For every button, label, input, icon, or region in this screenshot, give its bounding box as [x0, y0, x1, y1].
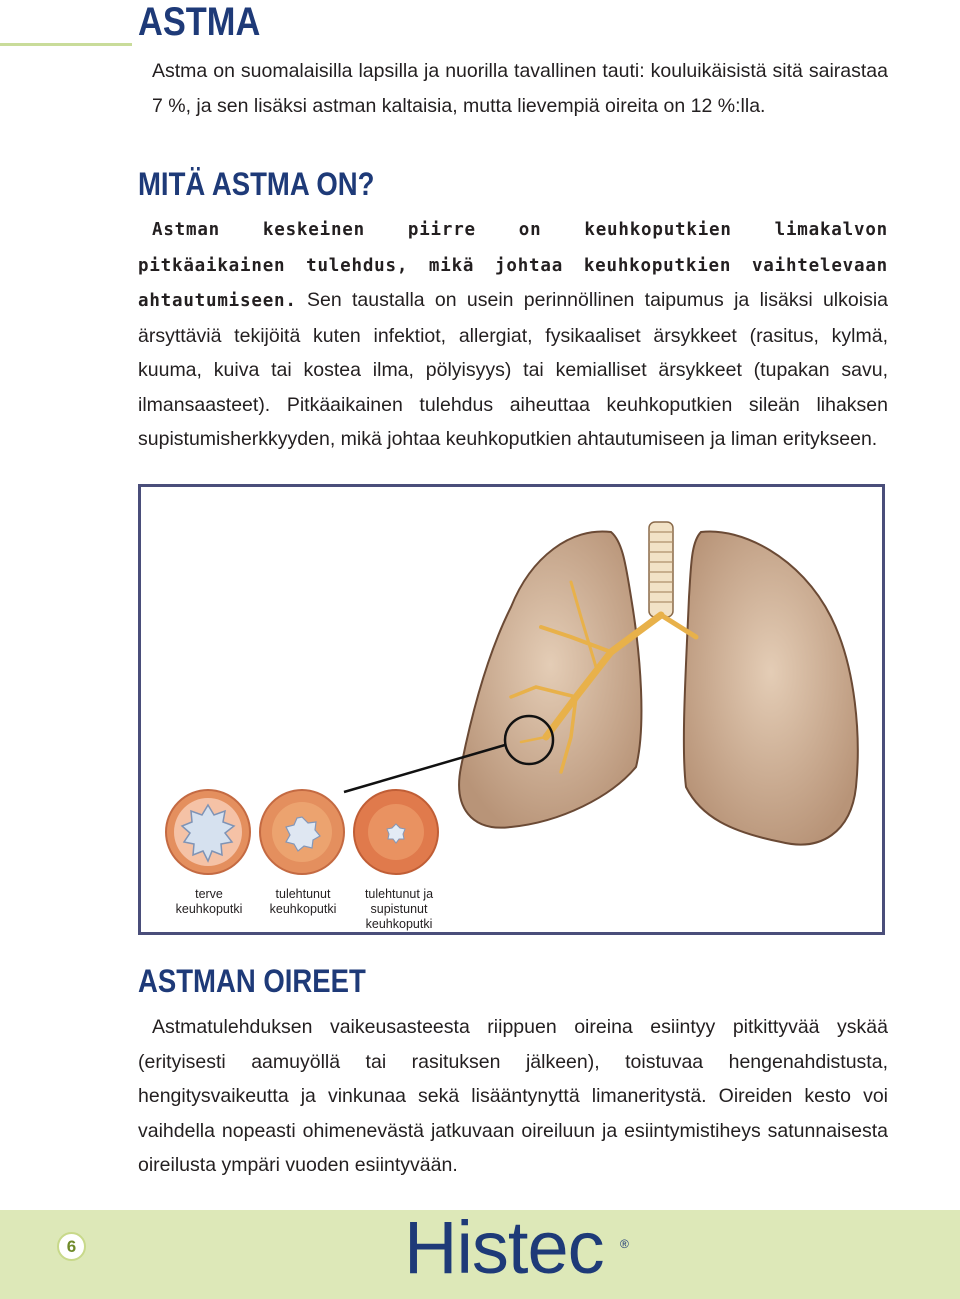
intro-paragraph: Astma on suomalaisilla lapsilla ja nuorilla tavallinen tauti: kouluikäisistä sitä sairastaa 7 %, ja sen lisäksi astman kaltaisia, mutta lievempiä oireita on 12 %:lla. [152, 60, 888, 117]
cross-section-constricted [354, 790, 438, 874]
page-title: ASTMA [138, 0, 261, 44]
label-healthy-bronchus: terve keuhkoputki [175, 887, 243, 916]
section-heading-symptoms: ASTMAN OIREET [138, 963, 366, 999]
section1-bold-lead: Astman keskeinen piirre on keuhkoputkien limakalvon pitkäaikainen tulehdus, mikä johtaa keuhkoputkien vaihtelevaan ahtautumiseen. [138, 220, 888, 311]
page-number: 6 [57, 1232, 86, 1261]
section1-paragraph [138, 212, 888, 457]
histec-logo: Histec [404, 1206, 604, 1289]
trachea [649, 522, 673, 617]
cross-section-healthy [166, 790, 250, 874]
section1-body: Sen taustalla on usein perinnöllinen taipumus ja lisäksi ulkoisia ärsyttäviä tekijöitä kuten infektiot, allergiat, fysikaaliset ärsykkeet (rasitus, kylmä, kuuma, kuiva tai kostea ilma, pölyisyys) tai kemialliset ärsykkeet (tupakan savu, ilmansaasteet). Pitkäaikainen tulehdus aiheuttaa keuhkoputkien sileän lihaksen supistumisherkkyyden, mikä johtaa keuhkoputkien ahtautumiseen ja liman eritykseen. [138, 289, 888, 450]
lung-illustration [138, 484, 885, 935]
label-inflamed-bronchus: tulehtunut keuhkoputki [269, 887, 337, 916]
cross-section-inflamed [260, 790, 344, 874]
left-lung [459, 531, 641, 827]
label-constricted-bronchus: tulehtunut ja supistunut keuhkoputki [364, 887, 434, 931]
section-heading-what-is-asthma: MITÄ ASTMA ON? [138, 166, 375, 202]
symptoms-paragraph: Astmatulehduksen vaikeusasteesta riippuen oireina esiintyy pitkittyvää yskää (erityisesti aamuyöllä tai rasituksen jälkeen), toistuvaa hengenahdistusta, hengitysvaikeutta ja vinkunaa sekä lisääntynyttä limaneritystä. Oireiden kesto voi vaihdella nopeasti ohimenevästä jatkuvaan oireiluun ja esiintymistiheys satunnaisesta oireilusta ympäri vuoden esiintyvään. [138, 1016, 888, 1176]
lung-drawing [141, 487, 882, 932]
top-rule [0, 43, 132, 46]
right-lung [684, 531, 858, 844]
registered-mark: ® [620, 1237, 629, 1251]
